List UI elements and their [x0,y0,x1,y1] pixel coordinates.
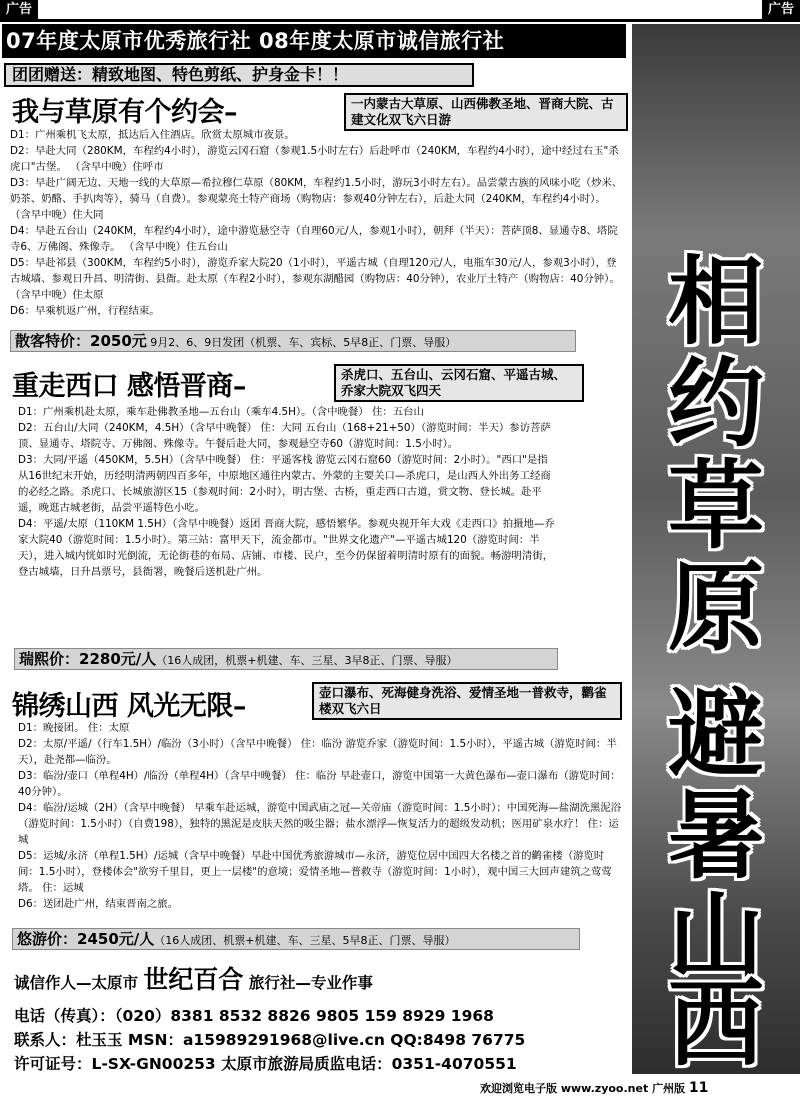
ad-label-right: 广告 [762,0,800,20]
tour3-price-bar [12,928,580,950]
tour3-subtitle: 壶口瀑布、死海健身洗浴、爱情圣地一普救寺，鹳雀楼双飞六日 [312,682,622,720]
contact-line: 联系人：杜玉玉 MSN：a15989291968@live.cn QQ:8498 76775 [14,1031,526,1049]
slogan-left: 诚信作人—太原市 [14,974,139,992]
tour1-title: 我与草原有个约会– [12,97,237,128]
license-line: 许可证号：L-SX-GN00253 太原市旅游局质监电话：0351-4070551 [14,1055,517,1073]
top-rule [0,19,800,22]
big-char-2: 约 [668,347,764,460]
agency-awards-banner: 07年度太原市优秀旅行社 08年度太原市诚信旅行社 [2,24,626,58]
page-footer [480,1080,800,1096]
tour3-day-1: D1：晚接团。 住：太原 [18,722,130,734]
big-char-3: 草 [668,449,764,562]
tour2-day-3: D3：大同/平遥（450KM，5.5H）（含早中晚餐） 住：平遥客栈 游览云冈石窟60（游览时间：2小时）。"西口"是指从16世纪末开始，历经明清两朝四百多年，中原地区通往内蒙古、外蒙的主要关口—杀虎口，是山西人外出务工经商的必经之路。杀虎口、长城旅游区15（参观时间：2小时），明古堡、古桥，重走西口古道，赏文物、登长城。赴平遥，晚逛古城老街，品尝平遥特色小吃。 [18,454,551,514]
tour1-itinerary [10,127,624,319]
ad-label-left: 广告 [0,0,38,20]
agency-slogan [14,960,614,996]
tour2-subtitle: 杀虎口、五台山、云冈石窟、平遥古城、乔家大院双飞四天 [334,364,584,402]
tour3-price: 2450元/人 [77,930,155,948]
tour2-price-note: （16人成团，机票+机建、车、三星、3早8正、门票、导服） [156,654,458,667]
tour1-day-5: D5：早赴祁县（300KM，车程约5小时），游览乔家大院20（1小时），平遥古城（自理120元/人，电瓶车30元/人，参观3小时），登古城墙、参观日升昌、明清街、县衙。赴太原（车程2小时），参观东湖醋园（购物店：40分钟），农业厅土特产（购物店：40分钟）。（含早中晚）住太原 [10,257,620,301]
tour2-day-4: D4：平遥/太原（110KM 1.5H）（含早中晚餐）返团 晋商大院，感悟繁华。参观央视开年大戏《走西口》拍摄地—乔家大院40（游览时间：1.5小时）。第三站：富甲天下，流金都市。"世界文化遗产"—平遥古城120（游览时间：半天），进入城内恍如时光倒流，无论街巷的布局、店铺、市楼、民户，至今仍保留着明清时原有的面貌。畅游明清街，登古城墙，日升昌票号，县衙署，晚餐后送机赴广州。 [18,518,555,578]
tour3-day-5: D5：运城/永济（单程1.5H）/运城（含早中晚餐）早赴中国优秀旅游城市—永济，游览位居中国四大名楼之首的鹳雀楼（游览时间：1.5小时），登楼体会"欲穷千里目，更上一层楼"的意境；爱情圣地—普救寺（游览时间：1小时），观中国三大回声建筑之莺莺塔。 住：运城 [18,850,612,894]
tour3-price-note: （16人成团、机票+机建、车、三星、5早8正、门票、导服） [154,934,456,947]
agency-brand: 世纪百合 [143,965,244,994]
tour3-day-4: D4：临汾/运城（2H）（含早中晚餐） 早乘车赴运城，游览中国武庙之冠—关帝庙（游览时间：1.5小时）；中国死海—盐湖洗黑泥浴（游览时间：1.5小时）（自费198），独特的黑泥是皮肤天然的吸尘器；盐水漂浮—恢复活力的超级发动机；医用矿泉水疗！ 住：运城 [18,802,622,846]
tour1-subtitle: 一内蒙古大草原、山西佛教圣地、晋商大院、古建文化双飞六日游 [344,93,628,131]
tour2-price: 2280元/人 [79,650,157,668]
tour2-day-1: D1：广州乘机赴太原，乘车赴佛教圣地—五台山（乘车4.5H）。（含中晚餐） 住：五台山 [18,406,424,418]
big-char-4: 原 [668,551,764,664]
tour1-day-6: D6：早乘机返广州，行程结束。 [10,305,160,317]
big-char-5: 避 [668,677,764,790]
tour3-price-label: 悠游价： [17,930,78,948]
tour1-day-3: D3：早赴广阔无边、天地一线的大草原—希拉穆仁草原（80KM，车程约1.5小时，游玩3小时左右）。品尝蒙古族的风味小吃（炒米、奶茶、奶酪、手扒肉等），骑马（自费）。参观蒙亮土特产商场（购物店：参观40分钟左右），后赴大同（240KM，车程约4小时）。 （含早中晚）住大同 [10,177,623,221]
tour3-itinerary [18,720,624,912]
big-char-1: 相 [668,245,764,358]
tour1-price-note: 9月2、6、9日发团（机票、车、宾标、5早8正、门票、导服） [146,336,457,349]
tour2-price-label: 瑞熙价： [19,650,80,668]
tour2-day-2: D2：五台山/大同（240KM，4.5H）（含早中晚餐） 住：大同 五台山（168+21+50）（游览时间：半天）参访菩萨顶、显通寺、塔院寺、万佛阁、殊像寺。午餐后赴大同，参观悬空寺60（游览时间：1.5小时）。 [18,422,551,450]
tour1-day-1: D1：广州乘机飞太原，抵达后入住酒店。欣赏太原城市夜景。 [10,129,295,141]
big-char-7: 山 [668,881,764,994]
gift-line: 团团赠送：精致地图、特色剪纸、护身金卡！！ [4,63,474,87]
tour1-day-2: D2：早赴大同（280KM，车程约4小时），游览云冈石窟（参观1.5小时左右）后赴呼市（240KM，车程约4小时），途中经过右玉"杀虎口"古堡。 （含早中晚）住呼市 [10,145,619,173]
tour2-price-bar [14,648,558,670]
big-char-6: 暑 [668,779,764,892]
site-text: 欢迎浏览电子版 www.zyoo.net [480,1082,649,1095]
tour1-price-label: 散客特价： [15,332,91,350]
tour2-title: 重走西口 感悟晋商– [12,371,246,402]
tour3-day-6: D6：送团赴广州，结束晋南之旅。 [18,898,179,910]
tour3-title: 锦绣山西 风光无限– [12,691,246,722]
tour1-price: 2050元 [90,332,147,350]
big-char-8: 西 [668,967,764,1074]
right-photo-panel [632,24,800,1074]
tour3-day-2: D2：太原/平遥/（行车1.5H）/临汾（3小时）（含早中晚餐） 住：临汾 游览乔家（游览时间：1.5小时），平遥古城（游览时间：半天），赴尧都—临汾。 [18,738,617,766]
phone-line: 电话（传真）：（020）8381 8532 8826 9805 159 8929 1968 [14,1007,494,1025]
slogan-right: 旅行社—专业作事 [248,974,373,992]
edition-text: 广州版 [652,1082,686,1095]
tour1-price-bar [10,330,576,352]
tour1-day-4: D4：早赴五台山（240KM，车程约4小时），途中游览悬空寺（自理60元/人，参观1小时），朝拜（半天）：菩萨顶8、显通寺8、塔院寺6、万佛阁、殊像寺。 （含早中晚）住五台山 [10,225,618,253]
page-number: 11 [688,1080,709,1096]
tour2-itinerary [18,404,558,580]
tour3-day-3: D3：临汾/壶口（单程4H）/临汾（单程4H）（含早中晚餐） 住：临汾 早赴壶口，游览中国第一大黄色瀑布—壶口瀑布（游览时间：40分钟）。 [18,770,621,798]
